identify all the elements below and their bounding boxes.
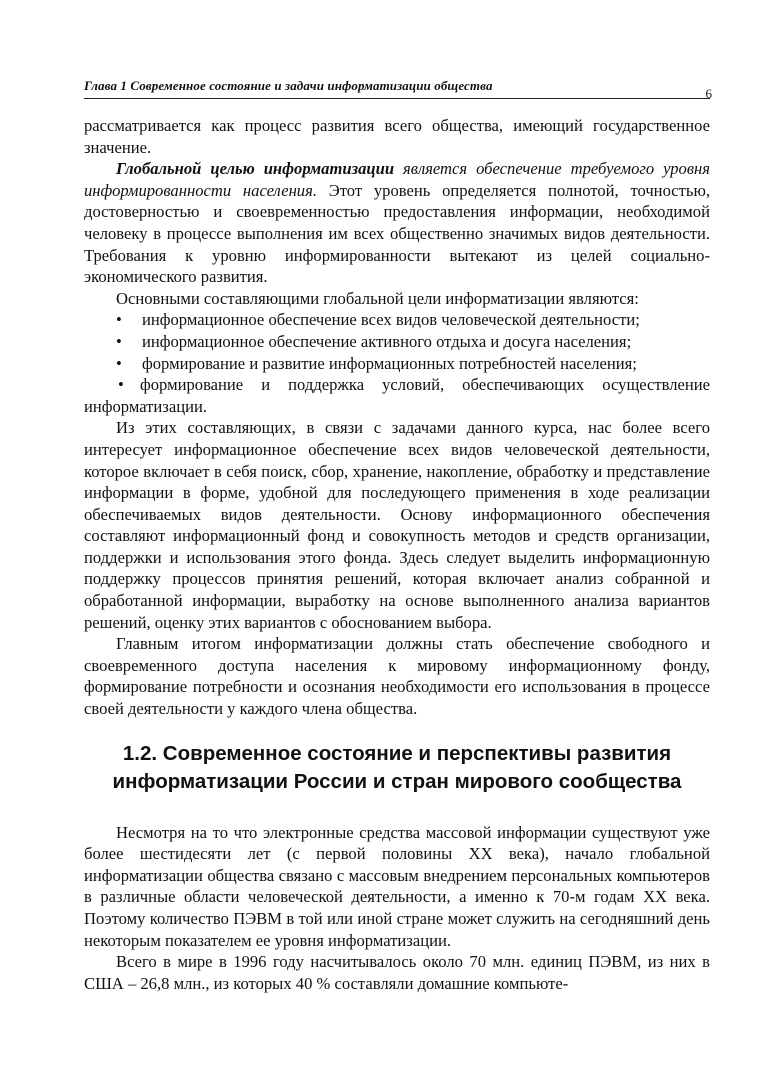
page-number: 6 — [705, 86, 712, 101]
list-item-text: информационное обеспечение активного отдыха и досуга населения; — [142, 331, 632, 351]
lead-definition: является обеспечение требуемого уровня информированности населения. — [84, 159, 711, 200]
list-item — [84, 353, 710, 375]
section-heading-line-1: 1.2. Современное состояние и перспективы развития — [122, 741, 672, 765]
paragraph-pc-statistics: Всего в мире в 1996 году насчитывалось около 70 млн. единиц ПЭВМ, из них в США – 26,8 млн., из которых 40 % составляли домашние компьюте- — [84, 952, 710, 993]
section-heading — [84, 740, 710, 796]
paragraph-components-intro: Основными составляющими глобальной цели информатизации являются: — [116, 288, 639, 308]
list-item-text: формирование и развитие информационных потребностей населения; — [142, 353, 637, 373]
book-page — [84, 74, 710, 994]
section-heading-line-2: информатизации России и стран мирового сообщества — [112, 769, 682, 793]
list-item-text: формирование и поддержка условий, обеспечивающих осуществление информатизации. — [84, 375, 710, 416]
paragraph-main-outcome: Главным итогом информатизации должны стать обеспечение свободного и своевременного доступа населения к мировому информационному фонду, формирование потребности и осознания необходимости его использования в процессе своей деятельности у каждого члена общества. — [84, 634, 710, 719]
bullet-icon: • — [116, 310, 122, 330]
list-item — [84, 331, 710, 353]
components-list — [84, 309, 710, 417]
running-title: Глава 1 Современное состояние и задачи информатизации общества — [84, 78, 493, 93]
running-header — [84, 74, 710, 99]
paragraph-information-support: Из этих составляющих, в связи с задачами данного курса, нас более всего интересует информационное обеспечение всех видов человеческой деятельности, которое включает в себя поиск, сбор, хранение, накопление, обработку и представление информации в форме, удобной для последующего применения в ходе реализации обеспечиваемых видов деятельности. Основу информационного обеспечения составляют информационный фонд и совокупность методов и средств организации, поддержки и использования этого фонда. Здесь следует выделить информационную поддержку процессов принятия решений, которая включает анализ собранной и обработанной информации, выработку на основе выполненного анализа вариантов решений, оценку этих вариантов с обоснованием выбора. — [84, 418, 710, 632]
bullet-icon: • — [118, 375, 124, 395]
paragraph-pc-history: Несмотря на то что электронные средства массовой информации существуют уже более шестидесяти лет (с первой половины XX века), начало глобальной информатизации общества связано с массовым внедрением персональных компьютеров в различные области человеческой деятельности, а именно к 70-м годам XX века. Поэтому количество ПЭВМ в той или иной стране может служить на сегодняшний день некоторым показателем ее уровня информатизации. — [84, 822, 710, 950]
list-item — [84, 374, 710, 417]
bullet-icon: • — [116, 353, 122, 373]
list-item-text: информационное обеспечение всех видов человеческой деятельности; — [142, 310, 640, 330]
paragraph-global-goal — [84, 158, 710, 288]
bullet-icon: • — [116, 331, 122, 351]
paragraph-continuation: рассматривается как процесс развития всего общества, имеющий государственное значение. — [84, 116, 710, 157]
list-item — [84, 309, 710, 331]
lead-term: Глобальной целью информатизации — [116, 159, 395, 179]
paragraph-body: Этот уровень определяется полнотой, точностью, достоверностью и своевременностью предоставления информации, необходимой человеку в процессе выполнения им всех общественно значимых видов деятельности. Требования к уровню информированности вытекают из целей социально-экономического развития. — [84, 180, 711, 287]
